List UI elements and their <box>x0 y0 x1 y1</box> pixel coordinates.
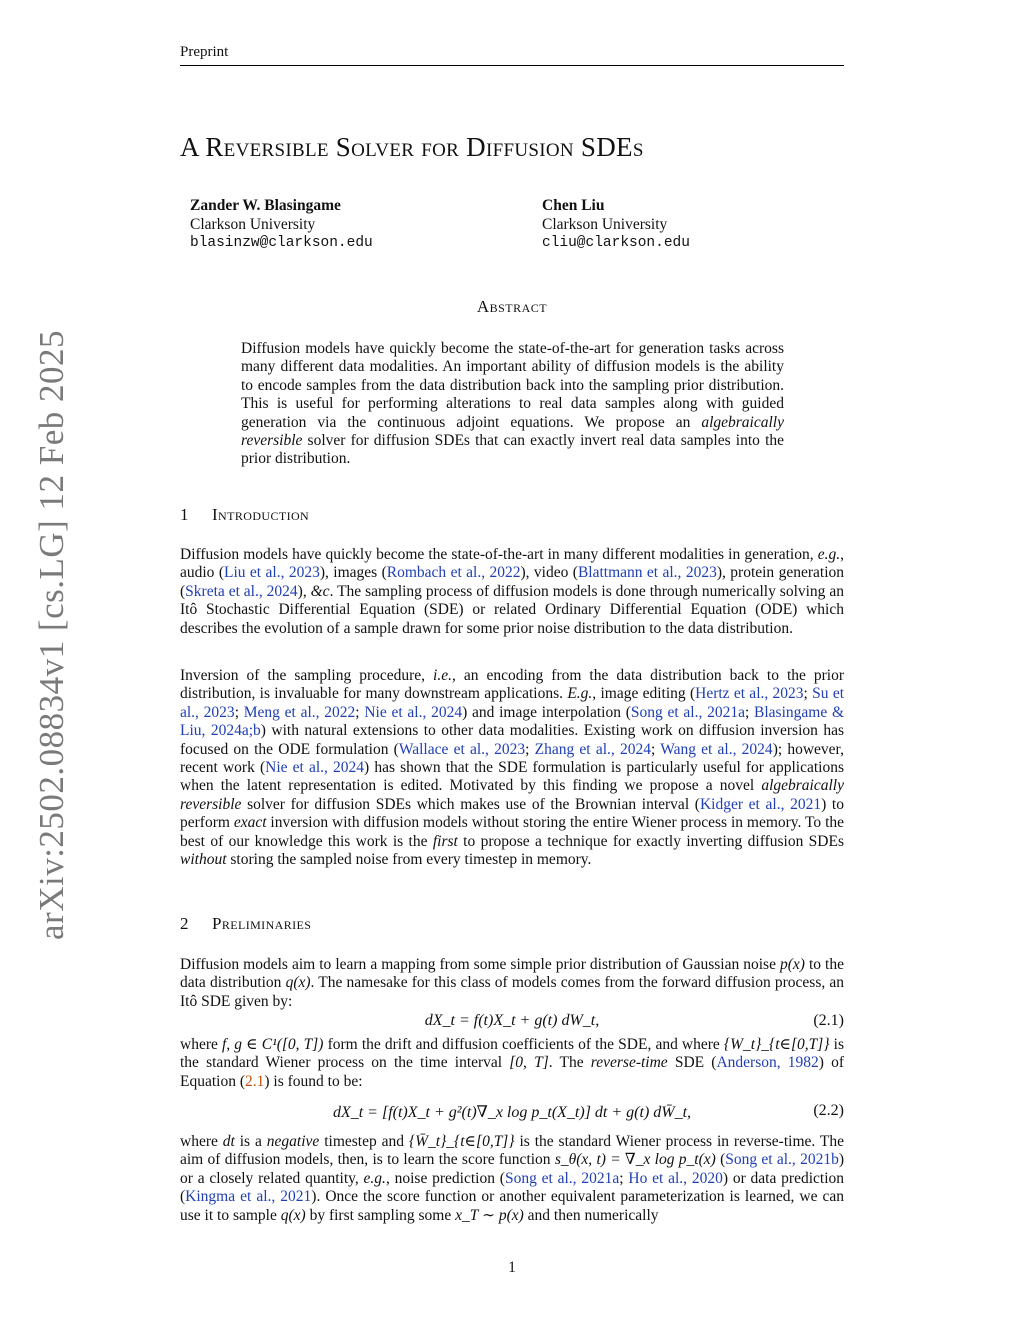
author-block-2 <box>542 196 690 253</box>
author-affiliation: Clarkson University <box>190 216 316 233</box>
intro-paragraph-1: Diffusion models have quickly become the state-of-the-art in many different modalities in generation, e.g., audio (Liu et al., 2023), images (Rombach et al., 2022), video (Blattmann et al., 2023), protein generation (Skreta et al., 2024), &c. The sampling process of diffusion models is done through numerically solving an Itô Stochastic Differential Equation (SDE) or related Ordinary Differential Equation (ODE) which describes the evolution of a sample drawn for some prior noise distribution to the data distribution. <box>180 546 844 637</box>
equation-body: dX_t = f(t)X_t + g(t) dW_t, <box>424 1012 600 1029</box>
citation-link[interactable]: Song et al., 2021a <box>504 1169 620 1187</box>
citation-link[interactable]: Nie et al., 2024 <box>265 759 365 777</box>
citation-link[interactable]: Wallace et al., 2023 <box>398 740 526 758</box>
section-heading-preliminaries: 2 Preliminaries <box>180 914 312 933</box>
citation-link[interactable]: Rombach et al., 2022 <box>386 564 521 582</box>
author-email[interactable]: blasinzw@clarkson.edu <box>190 235 373 251</box>
intro-paragraph-2: Inversion of the sampling procedure, i.e., an encoding from the data distribution back to the prior distribution, is invaluable for many downstream applications. E.g., image editing (Hertz et al., 2023; Su et al., 2023; Meng et al., 2022; Nie et al., 2024) and image interpolation (Song et al., 2021a; Blasingame & Liu, 2024a;b) with natural extensions to other data modalities. Existing work on diffusion inversion has focused on the ODE formulation (Wallace et al., 2023; Zhang et al., 2024; Wang et al., 2024); however, recent work (Nie et al., 2024) has shown that the SDE formulation is particularly useful for applications when the latent representation is edited. Motivated by this finding we propose a novel algebraically reversible solver for diffusion SDEs which makes use of the Brownian interval (Kidger et al., 2021) to perform exact inversion with diffusion models without storing the entire Wiener process in memory. To the best of our knowledge this work is the first to propose a technique for exactly inverting diffusion SDEs without storing the sampled noise from every timestep in memory. <box>180 667 845 869</box>
citation-link[interactable]: Wang et al., 2024 <box>660 740 773 758</box>
equation-2-1 <box>180 1012 844 1030</box>
author-affiliation: Clarkson University <box>542 216 668 233</box>
prelim-paragraph-3: where dt is a negative timestep and {W̄_t}_{t∈[0,T]} is the standard Wiener process in reverse-time. The aim of diffusion models, then, is to learn the score function s_θ(x, t) = ∇_x log p_t(x) (Song et al., 2021b) or a closely related quantity, e.g., noise prediction (Song et al., 2021a; Ho et al., 2020) or data prediction (Kingma et al., 2021). Once the score function or another equivalent parameterization is learned, we can use it to sample q(x) by first sampling some x_T ∼ p(x) and then numerically <box>180 1133 844 1224</box>
page-number: 1 <box>508 1259 516 1276</box>
citation-link[interactable]: Hertz et al., 2023 <box>695 685 804 703</box>
author-block-1 <box>190 196 373 253</box>
equation-reference-link[interactable]: 2.1 <box>245 1072 265 1090</box>
abstract-body: Diffusion models have quickly become the state-of-the-art for generation tasks across many different data modalities. An important ability of diffusion models is the ability to encode samples from the data distribution back into the sampling prior distribution. This is useful for performing alterations to real data samples along with guided generation via the continuous adjoint equations. We propose an algebraically reversible solver for diffusion SDEs that can exactly invert real data samples into the prior distribution. <box>241 340 784 468</box>
abstract-heading: Abstract <box>476 297 548 316</box>
citation-link[interactable]: Nie et al., 2024 <box>364 703 463 721</box>
citation-link[interactable]: Anderson, 1982 <box>716 1054 819 1072</box>
citation-link[interactable]: Song et al., 2021b <box>725 1151 839 1169</box>
citation-link[interactable]: Liu et al., 2023 <box>224 564 320 582</box>
citation-link[interactable]: Kidger et al., 2021 <box>699 795 822 813</box>
arxiv-identifier-stamp: arXiv:2502.08834v1 [cs.LG] 12 Feb 2025 <box>32 329 71 940</box>
citation-link[interactable]: Skreta et al., 2024 <box>185 582 298 600</box>
citation-link[interactable]: Su et al., 2023 <box>180 685 845 721</box>
equation-label: (2.1) <box>813 1012 844 1029</box>
section-heading-introduction: 1 Introduction <box>180 505 310 524</box>
prelim-paragraph-2: where f, g ∈ C¹([0, T]) form the drift and diffusion coefficients of the SDE, and where {W_t}_{t∈[0,T]} is the standard Wiener process on the time interval [0, T]. The reverse-time SDE (Anderson, 1982) of Equation (2.1) is found to be: <box>180 1036 845 1090</box>
prelim-paragraph-1: Diffusion models aim to learn a mapping from some simple prior distribution of Gaussian noise p(x) to the data distribution q(x). The namesake for this class of models comes from the forward diffusion process, an Itô SDE given by: <box>180 956 844 1010</box>
citation-link[interactable]: Meng et al., 2022 <box>243 703 356 721</box>
paper-title: A Reversible Solver for Diffusion SDEs <box>180 132 644 162</box>
equation-body: dX_t = [f(t)X_t + g²(t)∇_x log p_t(X_t)] dt + g(t) dW̄_t, <box>332 1104 692 1121</box>
running-header: Preprint <box>180 44 229 60</box>
citation-link[interactable]: Zhang et al., 2024 <box>534 740 651 758</box>
header-rule <box>180 65 844 66</box>
equation-2-2 <box>180 1102 844 1122</box>
author-name: Zander W. Blasingame <box>190 197 341 214</box>
author-email[interactable]: cliu@clarkson.edu <box>542 235 690 251</box>
citation-link[interactable]: Song et al., 2021a <box>630 703 745 721</box>
equation-label: (2.2) <box>813 1102 844 1119</box>
citation-link[interactable]: Ho et al., 2020 <box>628 1169 723 1187</box>
citation-link[interactable]: Blasingame & Liu, 2024a;b <box>180 703 845 740</box>
author-name: Chen Liu <box>542 197 605 214</box>
citation-link[interactable]: Blattmann et al., 2023 <box>577 564 717 582</box>
citation-link[interactable]: Kingma et al., 2021 <box>185 1188 312 1206</box>
